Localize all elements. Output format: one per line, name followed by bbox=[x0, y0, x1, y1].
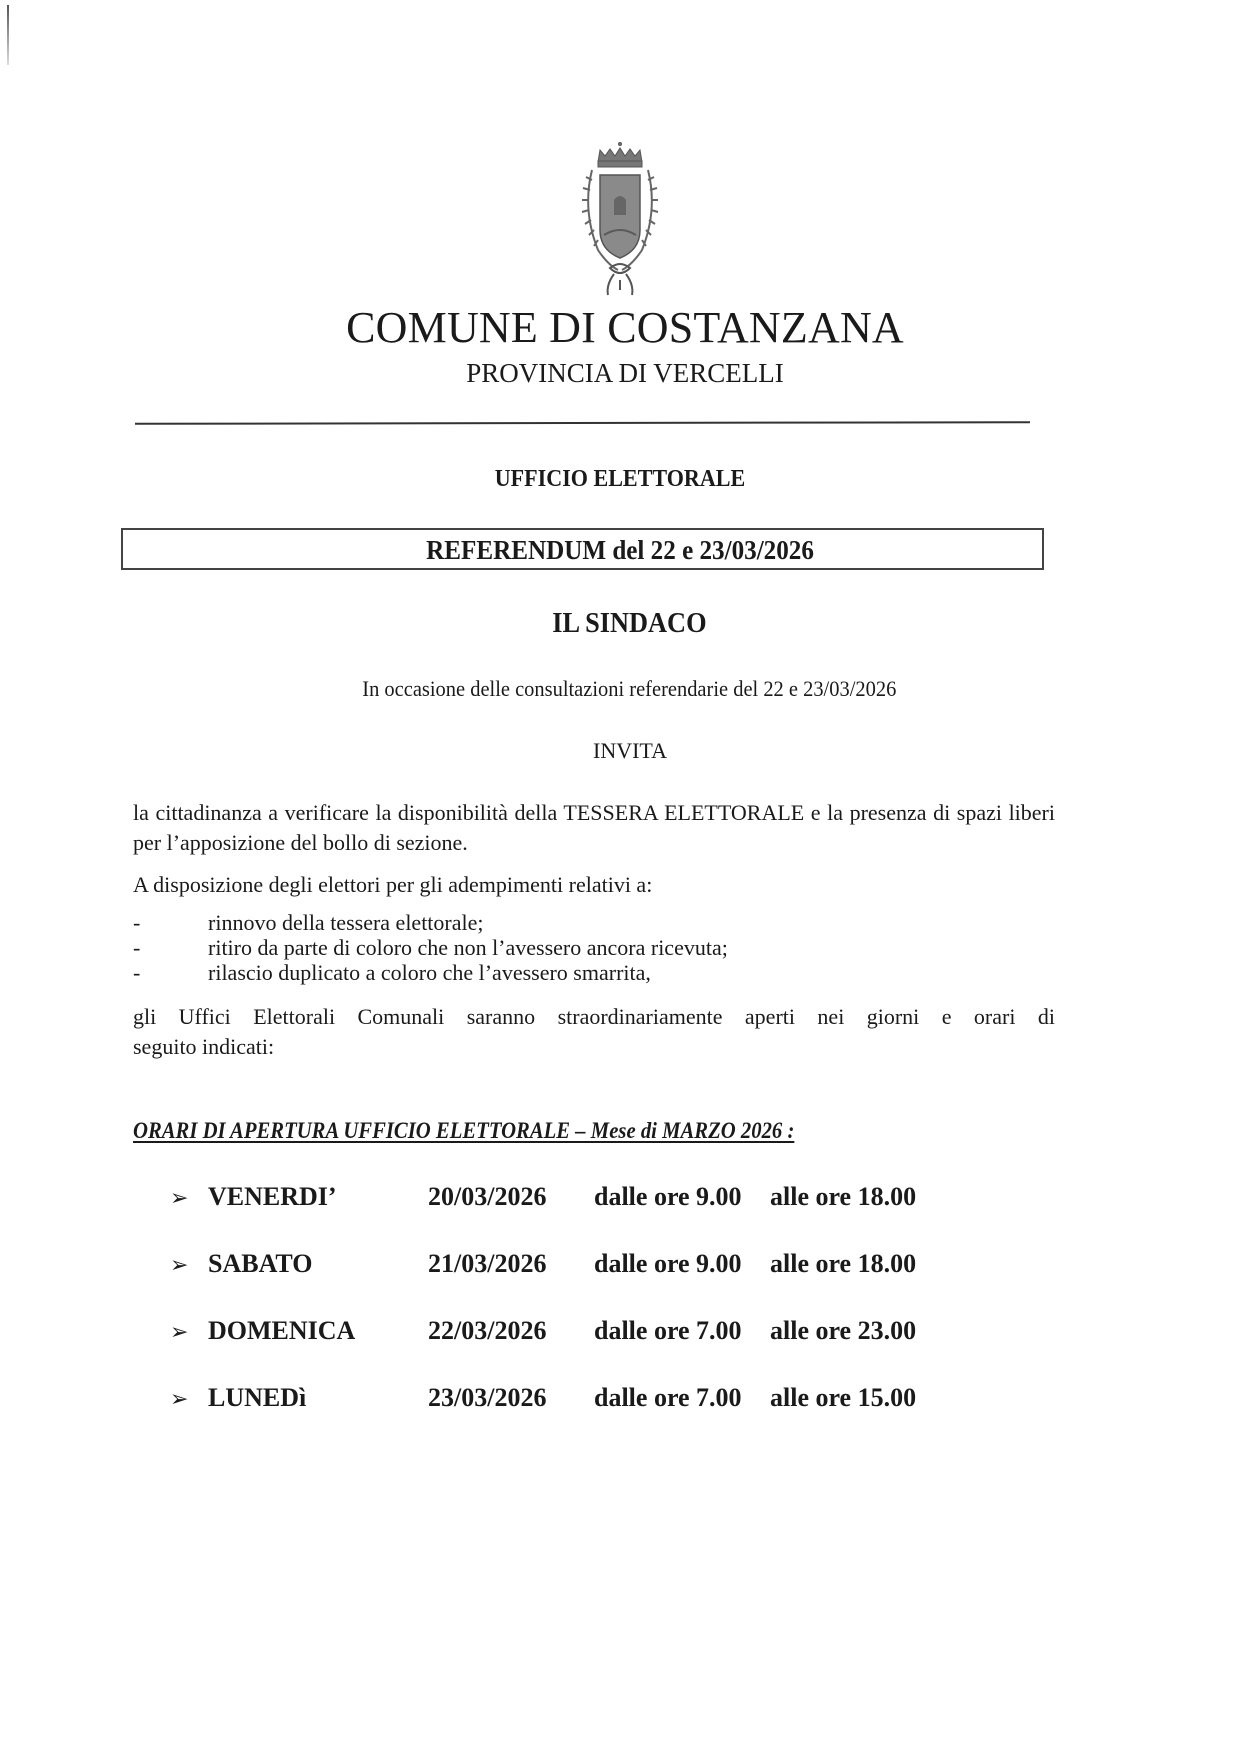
schedule-to: alle ore 15.00 bbox=[770, 1383, 917, 1412]
list-item-text: rilascio duplicato a coloro che l’avessero smarrita, bbox=[208, 960, 651, 985]
referendum-title: REFERENDUM del 22 e 23/03/2026 bbox=[426, 535, 814, 565]
adempimenti-list bbox=[133, 910, 1055, 985]
schedule-row bbox=[170, 1182, 970, 1249]
schedule-date: 22/03/2026 bbox=[428, 1316, 547, 1345]
schedule-from: dalle ore 9.00 bbox=[594, 1182, 742, 1211]
schedule-day: SABATO bbox=[208, 1249, 313, 1278]
ribbon-icon bbox=[608, 264, 633, 295]
schedule-from: dalle ore 7.00 bbox=[594, 1316, 742, 1345]
schedule-date: 20/03/2026 bbox=[428, 1182, 547, 1211]
list-item bbox=[133, 910, 1055, 935]
paragraph-uffici-line-2: seguito indicati: bbox=[133, 1034, 275, 1059]
office-heading: UFFICIO ELETTORALE bbox=[494, 466, 746, 492]
coat-of-arms-icon bbox=[570, 140, 670, 310]
arrow-bullet-icon: ➢ bbox=[170, 1319, 189, 1344]
paragraph-uffici-line-1: gli Uffici Elettorali Comunali saranno straordinariamente aperti nei giorni e orari di bbox=[133, 1004, 1055, 1029]
province-subtitle: PROVINCIA DI VERCELLI bbox=[466, 358, 784, 388]
dash-bullet: - bbox=[133, 960, 141, 985]
shield-icon bbox=[600, 175, 640, 258]
dash-bullet: - bbox=[133, 935, 141, 960]
schedule-list bbox=[170, 1182, 970, 1450]
crown-icon bbox=[598, 143, 642, 168]
schedule-heading: ORARI DI APERTURA UFFICIO ELETTORALE – Mese di MARZO 2026 : bbox=[133, 1118, 795, 1143]
scan-artifact bbox=[7, 5, 9, 65]
paragraph-uffici bbox=[133, 1002, 1055, 1062]
dash-bullet: - bbox=[133, 910, 141, 935]
schedule-row bbox=[170, 1249, 970, 1316]
schedule-to: alle ore 18.00 bbox=[770, 1182, 917, 1211]
schedule-to: alle ore 18.00 bbox=[770, 1249, 917, 1278]
arrow-bullet-icon: ➢ bbox=[170, 1386, 189, 1411]
schedule-to: alle ore 23.00 bbox=[770, 1316, 917, 1345]
schedule-date: 23/03/2026 bbox=[428, 1383, 547, 1412]
intro-line: In occasione delle consultazioni referendarie del 22 e 23/03/2026 bbox=[362, 676, 897, 701]
schedule-day: LUNEDì bbox=[208, 1383, 307, 1412]
arrow-bullet-icon: ➢ bbox=[170, 1252, 189, 1277]
mayor-heading: IL SINDACO bbox=[552, 608, 707, 639]
schedule-row bbox=[170, 1316, 970, 1383]
schedule-from: dalle ore 9.00 bbox=[594, 1249, 742, 1278]
schedule-day: DOMENICA bbox=[208, 1316, 356, 1345]
paragraph-adempimenti: A disposizione degli elettori per gli adempimenti relativi a: bbox=[133, 872, 653, 897]
list-item-text: ritiro da parte di coloro che non l’avessero ancora ricevuta; bbox=[208, 935, 728, 960]
paragraph-tessera: la cittadinanza a verificare la disponibilità della TESSERA ELETTORALE e la presenza di spazi liberi per l’apposizione del bollo di sezione. bbox=[133, 800, 1055, 855]
municipality-title: COMUNE DI COSTANZANA bbox=[346, 303, 904, 352]
arrow-bullet-icon: ➢ bbox=[170, 1185, 189, 1210]
list-item bbox=[133, 935, 1055, 960]
list-item-text: rinnovo della tessera elettorale; bbox=[208, 910, 484, 935]
schedule-row bbox=[170, 1383, 970, 1450]
schedule-date: 21/03/2026 bbox=[428, 1249, 547, 1278]
list-item bbox=[133, 960, 1055, 985]
schedule-day: VENERDI’ bbox=[208, 1182, 337, 1211]
header-divider bbox=[135, 421, 1030, 425]
schedule-from: dalle ore 7.00 bbox=[594, 1383, 742, 1412]
invita-heading: INVITA bbox=[593, 738, 667, 763]
